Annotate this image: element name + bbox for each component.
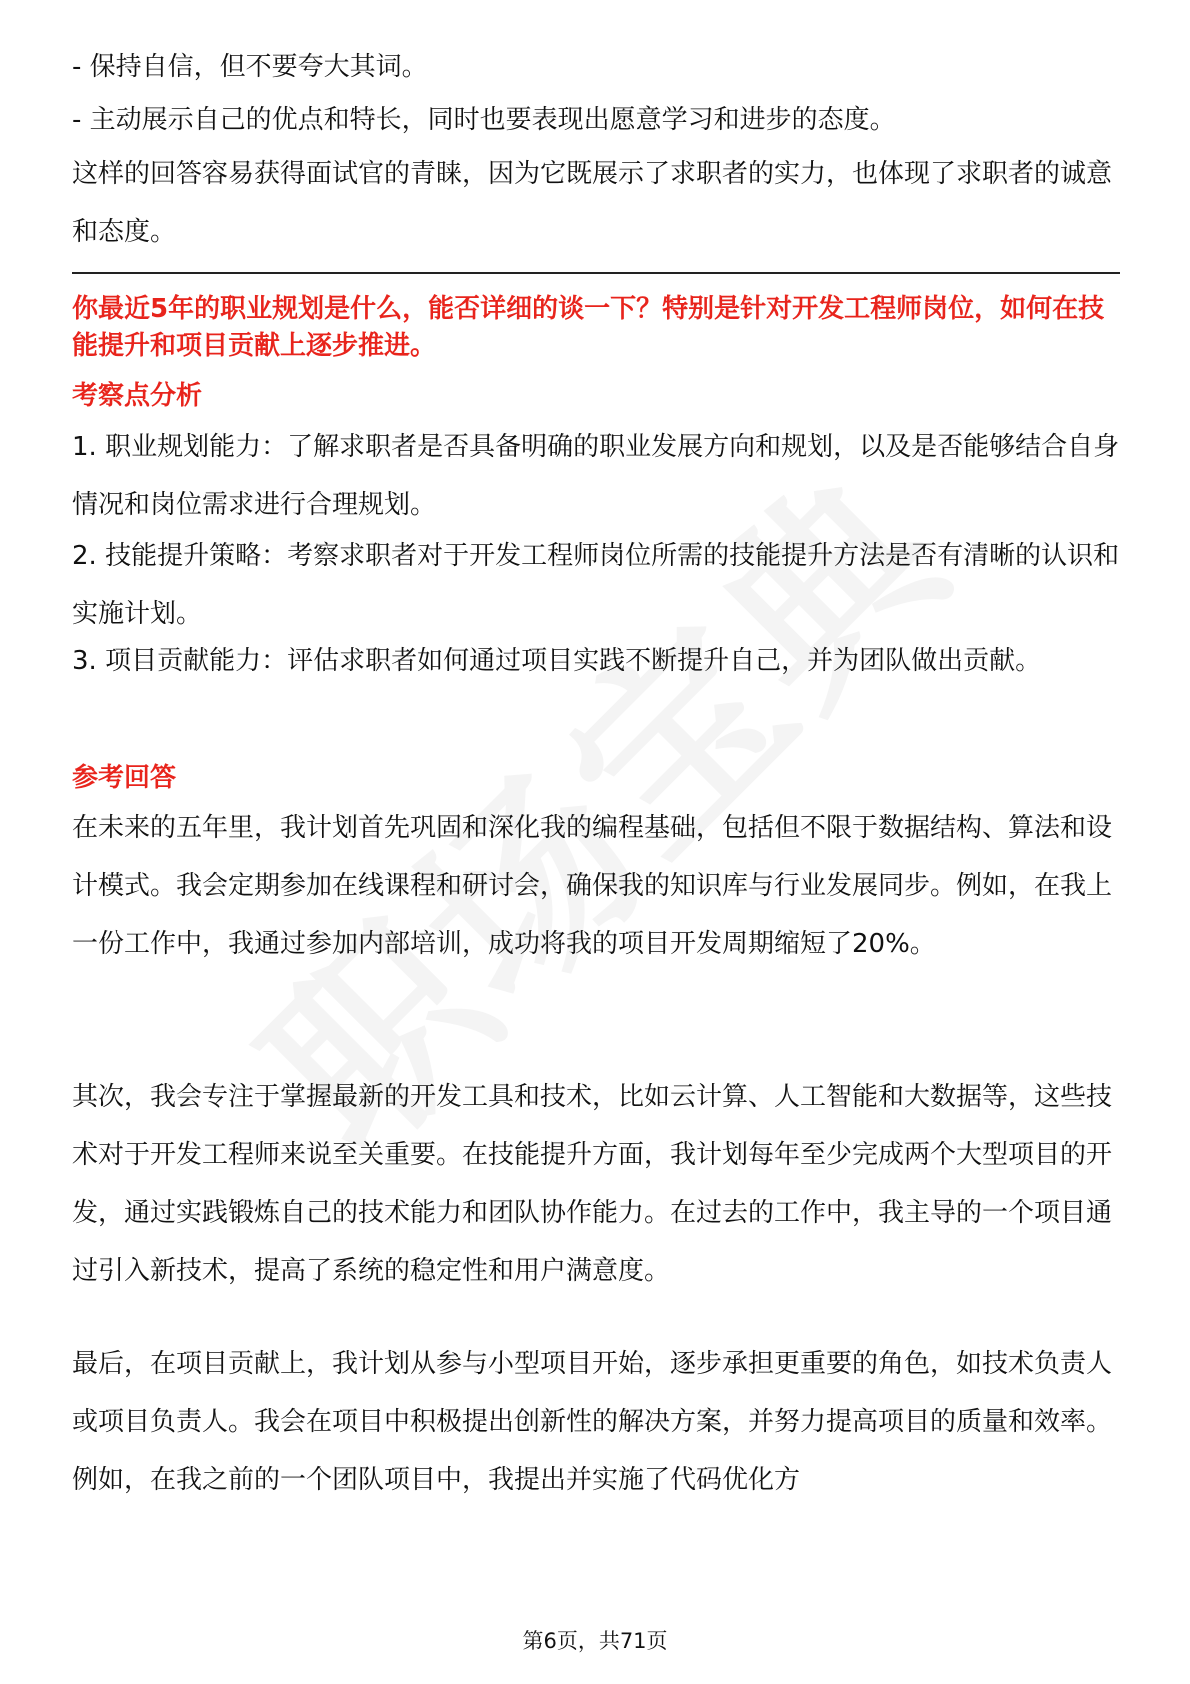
- answer-paragraph-2: 其次，我会专注于掌握最新的开发工具和技术，比如云计算、人工智能和大数据等，这些技术对于开发工程师来说至关重要。在技能提升方面，我计划每年至少完成两个大型项目的开发，通过实践锻炼自己的技术能力和团队协作能力。在过去的工作中，我主导的一个项目通过引入新技术，提高了系统的稳定性和用户满意度。: [72, 1082, 1113, 1286]
- intro-bullet-2: - 主动展示自己的优点和特长，同时也要表现出愿意学习和进步的态度。: [72, 105, 896, 135]
- answer-paragraph-1: 在未来的五年里，我计划首先巩固和深化我的编程基础，包括但不限于数据结构、算法和设计模式。我会定期参加在线课程和研讨会，确保我的知识库与行业发展同步。例如，在我上一份工作中，我通过参加内部培训，成功将我的项目开发周期缩短了20%。: [72, 813, 1113, 959]
- intro-conclusion: 这样的回答容易获得面试官的青睐，因为它既展示了求职者的实力，也体现了求职者的诚意和态度。: [72, 159, 1113, 247]
- answer-title: 参考回答: [72, 763, 177, 793]
- analysis-point-2: 2. 技能提升策略：考察求职者对于开发工程师岗位所需的技能提升方法是否有清晰的认识和实施计划。: [72, 541, 1120, 629]
- answer-paragraph-3: 最后，在项目贡献上，我计划从参与小型项目开始，逐步承担更重要的角色，如技术负责人或项目负责人。我会在项目中积极提出创新性的解决方案，并努力提高项目的质量和效率。例如，在我之前的一个团队项目中，我提出并实施了代码优化方: [72, 1349, 1113, 1495]
- analysis-point-1: 1. 职业规划能力：了解求职者是否具备明确的职业发展方向和规划，以及是否能够结合自身情况和岗位需求进行合理规划。: [72, 432, 1120, 520]
- analysis-point-3: 3. 项目贡献能力：评估求职者如何通过项目实践不断提升自己，并为团队做出贡献。: [72, 646, 1042, 676]
- section-divider: [72, 272, 1120, 274]
- page-number-footer: 第6页，共71页: [522, 1629, 668, 1653]
- question-heading: 你最近5年的职业规划是什么，能否详细的谈一下？特别是针对开发工程师岗位，如何在技能提升和项目贡献上逐步推进。: [72, 294, 1105, 361]
- intro-bullet-1: - 保持自信，但不要夸大其词。: [72, 52, 428, 82]
- analysis-title: 考察点分析: [72, 381, 203, 411]
